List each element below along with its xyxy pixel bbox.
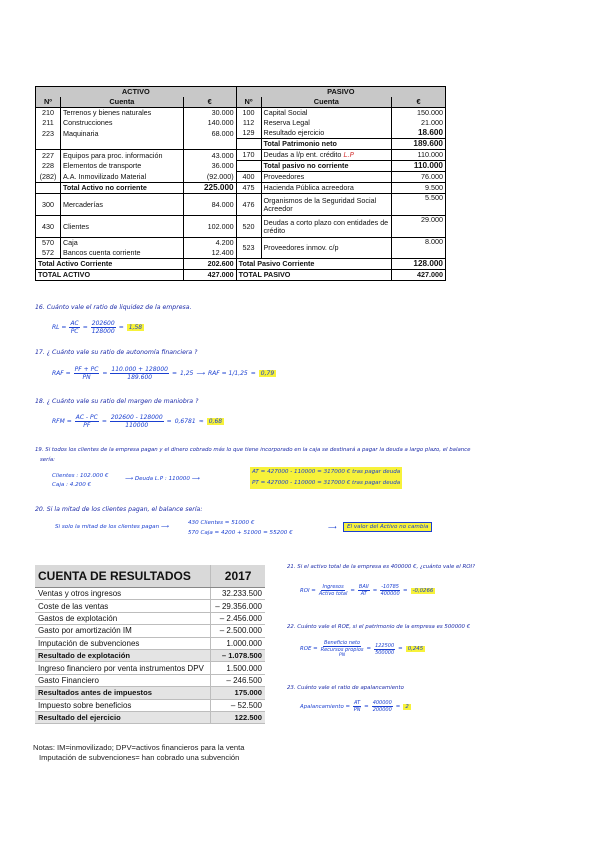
answer-19-mid: ⟶ Deuda L.P : 110000 ⟶ [125,476,200,482]
question-17: 17. ¿ Cuánto vale su ratio de autonomía financiera ? [35,349,198,356]
question-19-cont: sería: [40,457,55,463]
answer-19-right [250,467,402,489]
income-notes: Notas: IM=inmovilizado; DPV=activos financieros para la venta Imputación de subvenciones= han cobrado una subvención [33,743,245,762]
question-18: 18. ¿ Cuánto vale su ratio del margen de maniobra ? [35,398,199,405]
income-statement [35,565,265,724]
income-year: 2017 [211,565,265,588]
col-n: Nº [36,97,61,108]
col-n: Nº [236,97,261,108]
col-eur: € [392,97,446,108]
question-19: 19. Si todos los clientes de la empresa pagan y el dinero cobrado más lo que tiene incorporado en la caja se destinará a pagar la deuda a largo plazo, el balance [35,447,471,453]
answer-19-left: Clientes : 102.000 € Caja : 4.200 € [52,473,109,488]
table-row: 228 Elementos de transporte 36.000 Total pasivo no corriente 110.000 [36,161,446,172]
table-row: Ventas y otros ingresos 32.233.500 [35,588,265,600]
arrow-icon: ⟶ [160,524,169,530]
table-row: 300 Mercaderías 84.000 476 Organismos de la Seguridad Social Acreedor 5.500 [36,194,446,216]
question-23: 23. Cuánto vale el ratio de apalancamiento [287,685,404,691]
table-row: 223 Maquinaria 68.000 129 Resultado ejercicio 18.600 [36,128,446,139]
answer-23: Apalancamiento = $\frac{AT}{PN}$ = $\frac{400000}{200000}$ = 2 [300,700,409,713]
answer-20-left: Si solo la mitad de los clientes pagan ⟶ [55,524,169,530]
income-table [35,565,265,724]
table-row: Resultado del ejercicio 122.500 [35,711,265,723]
table-row: Imputación de subvenciones 1.000.000 [35,637,265,649]
result-highlight: 0,245 [407,646,424,652]
result-highlight: 2 [405,703,409,710]
col-cuenta: Cuenta [60,97,183,108]
result-highlight: 0,79 [260,370,275,377]
result-highlight: PT = 427000 - 110000 = 317000 € tras pagar deuda [250,478,402,489]
arrow-icon: ⟶ [191,476,200,482]
table-row: 211 Construcciones 140.000 112 Reserva Legal 21.000 [36,118,446,128]
result-highlight: AT = 427000 - 110000 = 317000 € tras pagar deuda [250,467,402,478]
answer-16: RL = $\frac{AC}{PC}$ = $\frac{202600}{128000}$ = 1,58 [52,320,143,335]
result-highlight: 1,58 [128,324,143,331]
income-title: CUENTA DE RESULTADOS [35,565,211,588]
question-22: 22. Cuánto vale el ROE, si el patrimonio de la empresa es 500000 € [287,624,471,630]
question-21: 21. Si el activo total de la empresa es 400000 €, ¿cuánto vale el ROI? [287,564,475,570]
table-row: 430 Clientes 102.000 520 Deudas a corto plazo con entidades de crédito 29.000 [36,216,446,238]
answer-17: RAF = $\frac{PF + PC}{PN}$ = $\frac{110.000 + 128000}{189.600}$ = 1,25 ⟶ RAF = 1/1,25 = 0,79 [52,366,275,381]
table-row: Total Activo no corriente 225.000 475 Hacienda Pública acreedora 9.500 [36,183,446,194]
pasivo-header: PASIVO [236,87,445,98]
table-row: TOTAL ACTIVO 427.000 TOTAL PASIVO 427.000 [36,270,446,281]
table-row: Coste de las ventas – 29.356.000 [35,600,265,612]
table-row: Resultados antes de impuestos 175.000 [35,687,265,699]
question-20: 20. Si la mitad de los clientes pagan, el balance sería: [35,506,203,513]
arrow-icon: ⟶ [125,476,134,482]
balance-table [35,86,446,281]
table-row: 572 Bancos cuenta corriente 12.400 [36,248,446,259]
answer-22: ROE = Beneficio neto Recursos propios PN = $\frac{122500}{500000}$ = 0,245 [300,640,424,658]
question-16: 16. Cuánto vale el ratio de liquidez de la empresa. [35,304,192,311]
answer-20-box: El valor del Activo no cambia [343,522,432,532]
activo-header: ACTIVO [36,87,237,98]
table-row: 210 Terrenos y bienes naturales 30.000 100 Capital Social 150.000 [36,108,446,119]
table-row: 570 Caja 4.200 523 Proveedores inmov. c/p 8.000 [36,238,446,249]
arrow-icon: ⟶ [328,525,337,531]
table-row: Total Patrimonio neto 189.600 [36,139,446,150]
table-row: 227 Equipos para proc. información 43.000 170 Deudas a l/p ent. crédito L.P 110.000 [36,150,446,161]
answer-20-right: 430 Clientes = 51000 € 570 Caja = 4200 + 51000 = 55200 € [188,520,293,536]
handwritten-lp-note: L.P [343,151,354,159]
result-highlight: -0,0266 [412,587,434,594]
col-cuenta: Cuenta [261,97,392,108]
balance-sheet [35,86,446,283]
table-row: Gasto Financiero – 246.500 [35,674,265,686]
table-row: Total Activo Corriente 202.600 Total Pasivo Corriente 128.000 [36,259,446,270]
col-eur: € [183,97,236,108]
table-row: (282) A.A. Inmovilizado Material (92.000) 400 Proveedores 76.000 [36,172,446,183]
table-row: Resultado de explotación – 1.078.500 [35,649,265,661]
answer-18: RFM = $\frac{AC - PC}{PF}$ = $\frac{202600 - 128000}{110000}$ = 0,6781 ≈ 0,68 [52,414,223,429]
table-row: Gastos de explotación – 2.456.000 [35,612,265,624]
table-row: Gasto por amortización IM – 2.500.000 [35,625,265,637]
table-row: Ingreso financiero por venta instrumentos DPV 1.500.000 [35,662,265,674]
answer-21: ROI = $\frac{\text{Ingresos}}{\text{Activo total}}$ = $\frac{\text{BAII}}{AT}$ = $\frac{-10785}{400000}$ = -0,0266 [300,584,434,597]
arrow-icon: ⟶ [196,370,205,377]
result-highlight: 0,68 [208,418,223,425]
table-row: Impuesto sobre beneficios – 52.500 [35,699,265,711]
